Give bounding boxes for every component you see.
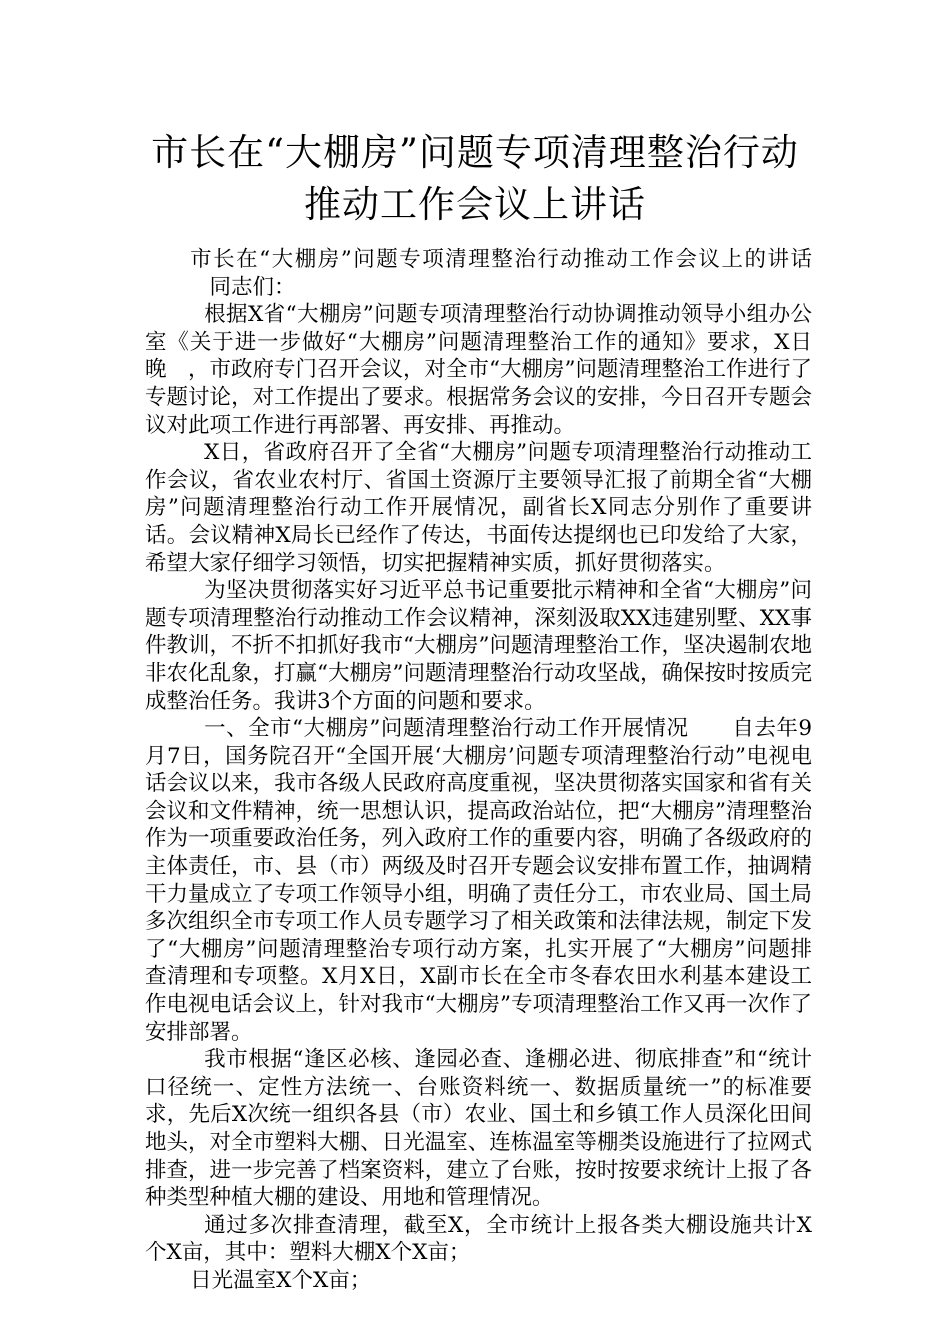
body-paragraph-1: 根据X省“大棚房”问题专项清理整治行动协调推动领导小组办公室《关于进一步做好“大棚房”问题清理整治工作的通知》要求，X日晚 ，市政府专门召开会议，对全市“大棚房”问题清理整治工作进行了专题讨论，对工作提出了要求。根据常务会议的安排，今日召开专题会议对此项工作进行再部署、再安排、再推动。 (145, 302, 812, 438)
body-last-line: 日光温室X个X亩； (190, 1267, 372, 1293)
document-title-line-2: 推动工作会议上讲话 (304, 183, 646, 226)
document-body (145, 246, 812, 1295)
body-paragraph-4: 一、全市“大棚房”问题清理整治行动工作开展情况 自去年9月7日，国务院召开“全国开展‘大棚房’问题专项清理整治行动”电视电话会议以来，我市各级人民政府高度重视，坚决贯彻落实国家和省有关会议和文件精神，统一思想认识，提高政治站位，把“大棚房”清理整治作为一项重要政治任务，列入政府工作的重要内容，明确了各级政府的主体责任，市、县（市）两级及时召开专题会议安排布置工作，抽调精干力量成立了专项工作领导小组，明确了责任分工，市农业局、国土局多次组织全市专项工作人员专题学习了相关政策和法律法规，制定下发了“大棚房”问题清理整治专项行动方案，扎实开展了“大棚房”问题排查清理和专项整。X月X日，X副市长在全市冬春农田水利基本建设工作电视电话会议上，针对我市“大棚房”专项清理整治工作又再一次作了安排部署。 (145, 716, 812, 1045)
intro-paragraph (145, 246, 812, 301)
intro-heading: 市长在“大棚房”问题专项清理整治行动推动工作会议上的讲话 (190, 247, 812, 272)
body-paragraph-3: 为坚决贯彻落实好习近平总书记重要批示精神和全省“大棚房”问题专项清理整治行动推动工作会议精神，深刻汲取XX违建别墅、XX事件教训，不折不扣抓好我市“大棚房”问题清理整治工作，坚决遏制农地非农化乱象，打赢“大棚房”问题清理整治行动攻坚战，确保按时按质完成整治任务。我讲3个方面的问题和要求。 (145, 578, 812, 714)
body-paragraph-5: 我市根据“逢区必核、逢园必查、逢棚必进、彻底排查”和“统计口径统一、定性方法统一、台账资料统一、数据质量统一”的标准要求，先后X次统一组织各县（市）农业、国土和乡镇工作人员深化田间地头，对全市塑料大棚、日光温室、连栋温室等棚类设施进行了拉网式排查，进一步完善了档案资料，建立了台账，按时按要求统计上报了各种类型种植大棚的建设、用地和管理情况。 (145, 1047, 812, 1211)
salutation: 同志们： (209, 274, 296, 300)
body-paragraph-6: 通过多次排查清理，截至X，全市统计上报各类大棚设施共计X个X亩，其中：塑料大棚X个X亩； (145, 1212, 812, 1266)
document-title-line-1: 市长在“大棚房”问题专项清理整治行动 (151, 131, 799, 174)
body-paragraph-2: X日，省政府召开了全省“大棚房”问题专项清理整治行动推动工作会议，省农业农村厅、省国土资源厅主要领导汇报了前期全省“大棚房”问题清理整治行动工作开展情况，副省长X同志分别作了重要讲话。会议精神X局长已经作了传达，书面传达提纲也已印发给了大家，希望大家仔细学习领悟，切实把握精神实质，抓好贯彻落实。 (145, 440, 812, 576)
